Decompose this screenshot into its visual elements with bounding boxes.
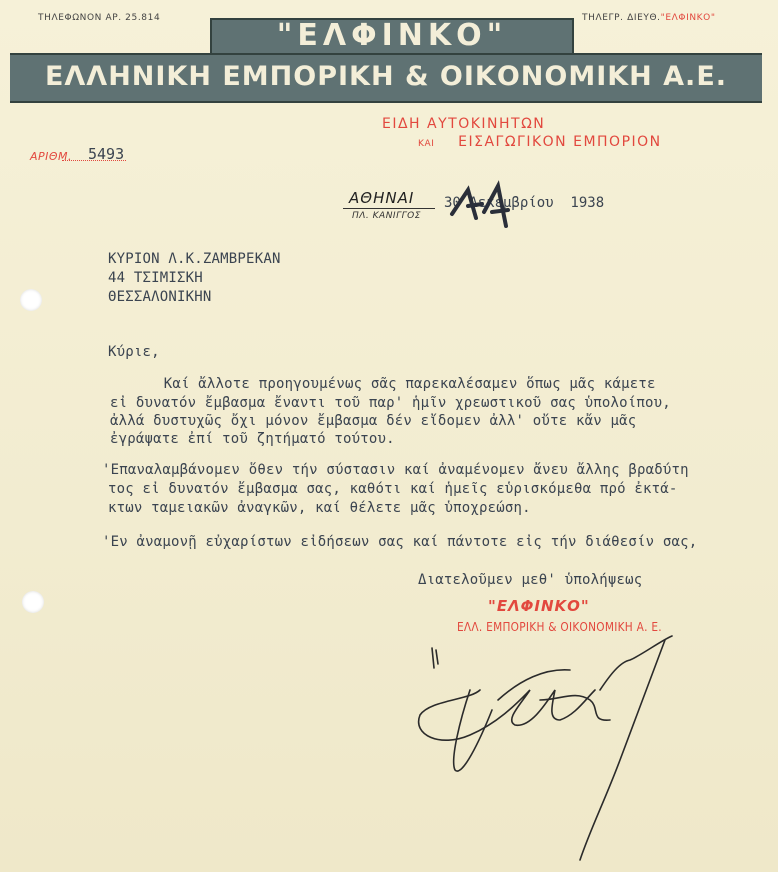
phone-number: ΤΗΛΕΦΩΝΟΝ ΑΡ. 25.814 [38, 13, 161, 23]
recipient-line-3: ΘΕΣΣΑΛΟΝΙΚΗΝ [108, 289, 212, 305]
body-line-4: ἐγράψατε ἐπί τοῦ ζητήματό τούτου. [110, 431, 395, 447]
body-line-3: ἀλλά δυστυχῶς ὄχι μόνον ἔμβασμα δέν εἴδομεν ἀλλ' οὔτε κἄν μᾶς [110, 413, 637, 429]
brand-name: "ΕΛΦΙΝΚΟ" [276, 18, 508, 53]
salutation: Κύριε, [108, 344, 160, 360]
business-line-2-prefix: ΚΑΙ [418, 139, 435, 149]
recipient-line-1: ΚΥΡΙΟΝ Λ.Κ.ΖΑΜΒΡΕΚΑΝ [108, 251, 281, 267]
reference-number: 5493 [88, 145, 125, 163]
city-name: ΑΘΗΝΑΙ [349, 189, 415, 207]
reference-label: ΑΡΙΘΜ. [30, 150, 73, 163]
body-line-2: εἰ δυνατόν ἔμβασμα ἔναντι τοῦ παρ' ἡμῖν χρεωστικοῦ σας ὑπολοίπου, [110, 395, 671, 411]
stamp-company: ΕΛΛ. ΕΜΠΟΡΙΚΗ & ΟΙΚΟΝΟΜΙΚΗ Α. Ε. [457, 620, 662, 634]
letter-date: 30 Δεκεμβρίου 1938 [444, 195, 605, 211]
handwritten-date-mark [452, 186, 508, 226]
body-line-7: κτων ταμειακῶν ἀναγκῶν, καί θέλετε μᾶς ὑποχρεώση. [108, 500, 531, 516]
signature-scribble [419, 636, 672, 860]
body-line-8: 'Εν ἀναμονῇ εὐχαρίστων εἰδήσεων σας καί πάντοτε εἰς τήν διάθεσίν σας, [102, 534, 698, 550]
business-line-2-text: ΕΙΣΑΓΩΓΙΚΟΝ ΕΜΠΟΡΙΟΝ [458, 134, 662, 150]
telegram-prefix: ΤΗΛΕΓΡ. ΔΙΕΥΘ. [582, 13, 661, 23]
company-name: ΕΛΛΗΝΙΚΗ ΕΜΠΟΡΙΚΗ & ΟΙΚΟΝΟΜΙΚΗ Α.Ε. [44, 61, 728, 92]
body-line-6: τος εἰ δυνατόν ἔμβασμα σας, καθότι καί ἡμεῖς εὑρισκόμεθα πρό ἐκτά- [108, 481, 678, 497]
telegram-name: "ΕΛΦΙΝΚΟ" [660, 13, 716, 23]
business-line-1: ΕΙΔΗ ΑΥΤΟΚΙΝΗΤΩΝ [382, 116, 546, 132]
stamp-name: "ΕΛΦΙΝΚΟ" [488, 597, 590, 615]
street-name: ΠΛ. ΚΑΝΙΓΓΟΣ [352, 211, 421, 221]
body-line-1: Καί ἄλλοτε προηγουμένως σᾶς παρεκαλέσαμεν ὅπως μᾶς κάμετε [112, 376, 656, 392]
body-line-5: 'Επαναλαμβάνομεν ὅθεν τήν σύστασιν καί ἀναμένομεν ἄνευ ἄλλης βραδύτη [102, 462, 689, 478]
recipient-line-2: 44 ΤΣΙΜΙΣΚΗ [108, 270, 203, 286]
closing-line: Διατελοῦμεν μεθ' ὑπολήψεως [418, 572, 643, 588]
